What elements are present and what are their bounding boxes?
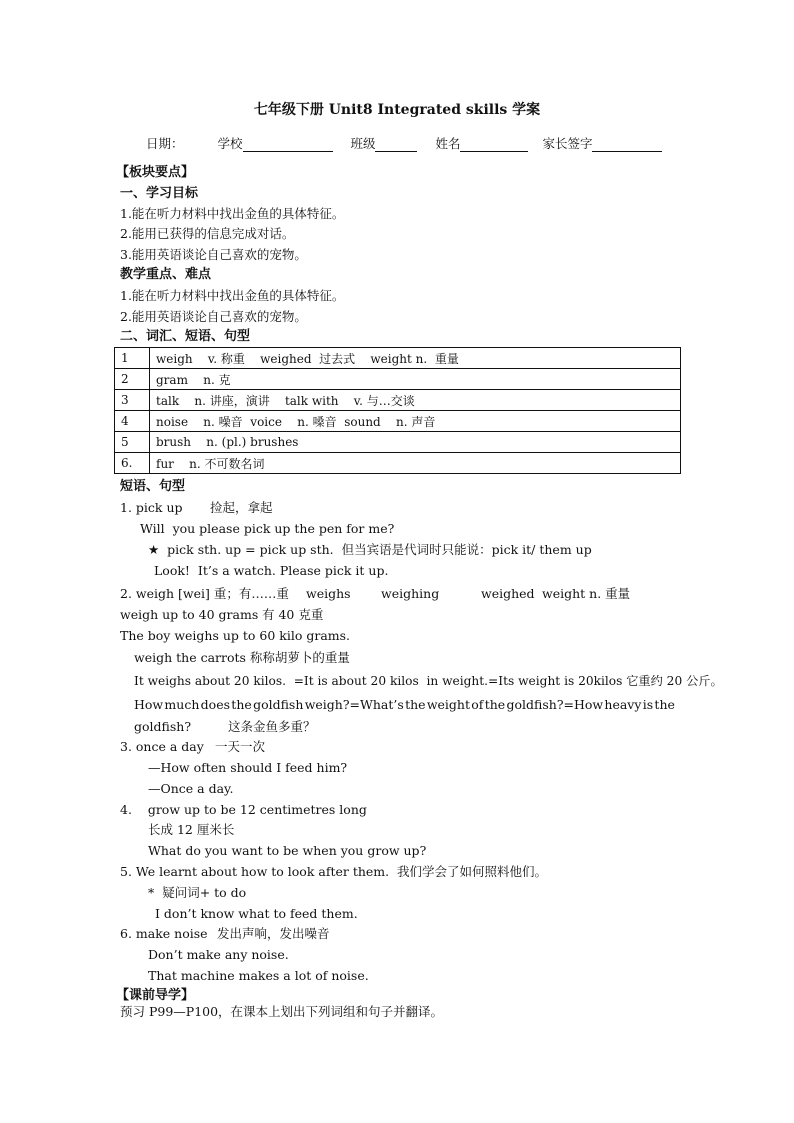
phrase-6-example-1: Don’t make any noise. [148, 947, 289, 962]
phrase-1: 1. pick up [120, 500, 183, 515]
phrase-2-form-1: weighs [306, 586, 351, 601]
phrase-3-cn: 一天一次 [215, 739, 266, 754]
phrase-5-note: * 疑问词+ to do [148, 885, 247, 900]
word: goldfish?=How [506, 697, 604, 712]
phrase-2-line-5: It weighs about 20 kilos. =It is about 20 kilos in weight.=Its weight is 20kilos 它重约 20 公斤。 [134, 674, 723, 688]
vocab-text: noise n. 噪音 voice n. 嗓音 sound n. 声音 [150, 411, 681, 432]
vocab-num: 3 [115, 390, 150, 411]
school-blank [243, 137, 333, 152]
phrase-2-form-2: weighing [381, 586, 440, 601]
page-title: 七年级下册 Unit8 Integrated skills 学案 [253, 102, 541, 118]
vocab-text: gram n. 克 [150, 369, 681, 390]
word: much [164, 697, 200, 712]
preview-text: 预习 P99—P100，在课本上划出下列词组和句子并翻译。 [120, 1004, 444, 1019]
class-blank [375, 137, 417, 152]
name-blank [460, 137, 528, 152]
phrase-6-example-2: That machine makes a lot of noise. [148, 968, 369, 983]
word: heavy [604, 697, 642, 712]
phrase-6-cn: 发出声响，发出噪音 [217, 926, 330, 941]
phrase-2: 2. weigh [wei] 重；有……重 [120, 586, 289, 601]
section-header-preview: 【课前导学】 [116, 988, 195, 1003]
table-row [115, 348, 681, 369]
table-row [115, 390, 681, 411]
school-label: 学校 [217, 136, 243, 151]
name-label: 姓名 [435, 136, 461, 151]
phrase-4: 4. grow up to be 12 centimetres long [120, 802, 367, 817]
phrase-2-form-3: weighed [481, 586, 535, 601]
phrase-4-cn: 长成 12 厘米长 [148, 822, 235, 837]
phrase-1-cn: 捡起，拿起 [210, 500, 273, 515]
word: How [134, 697, 164, 712]
info-line [146, 136, 662, 152]
phrase-1-note: ★ pick sth. up = pick up sth. 但当宾语是代词时只能说：pick it/ them up [148, 542, 592, 557]
word: goldfish [253, 697, 304, 712]
key-item: 2.能用英语谈论自己喜欢的宠物。 [120, 309, 307, 324]
word: weight [426, 697, 470, 712]
vocab-num: 5 [115, 432, 150, 453]
vocab-text: fur n. 不可数名词 [150, 453, 681, 474]
vocab-text: weigh v. 称重 weighed 过去式 weight n. 重量 [150, 348, 681, 369]
goal-item: 2.能用已获得的信息完成对话。 [120, 226, 295, 241]
key-item: 1.能在听力材料中找出金鱼的具体特征。 [120, 288, 345, 303]
goal-item: 3.能用英语谈论自己喜欢的宠物。 [120, 247, 307, 262]
phrase-2-line-3: The boy weighs up to 60 kilo grams. [120, 628, 351, 643]
phrase-2-line-4: weigh the carrots 称称胡萝卜的重量 [134, 650, 350, 665]
vocab-title: 二、词汇、短语、句型 [120, 329, 251, 344]
goals-title: 一、学习目标 [120, 186, 199, 201]
word: the [231, 697, 252, 712]
phrase-2-line-2-cn: 有 40 克重 [262, 607, 324, 622]
vocab-num: 6. [115, 453, 150, 474]
phrase-3: 3. once a day [120, 739, 204, 754]
word: the [654, 697, 675, 712]
phrase-2-form-4: weight n. 重量 [542, 586, 631, 601]
date-label: 日期： [146, 136, 184, 151]
phrase-4-example: What do you want to be when you grow up? [148, 843, 427, 858]
phrase-1-example: Will you please pick up the pen for me? [140, 521, 395, 536]
phrase-5-example: I don’t know what to feed them. [155, 906, 358, 921]
vocab-num: 2 [115, 369, 150, 390]
phrase-2-line-7: goldfish? [134, 719, 192, 734]
phrase-2-line-7-cn: 这条金鱼多重？ [228, 719, 316, 734]
key-points-title: 教学重点、难点 [120, 267, 212, 282]
phrase-2-line-2: weigh up to 40 grams [120, 607, 259, 622]
word: of [471, 697, 484, 712]
table-row [115, 453, 681, 474]
word: the [484, 697, 506, 712]
vocab-text: talk n. 讲座，演讲 talk with v. 与…交谈 [150, 390, 681, 411]
parent-label: 家长签字 [542, 136, 593, 151]
word: is [642, 697, 654, 712]
phrase-6: 6. make noise [120, 926, 208, 941]
table-row [115, 369, 681, 390]
vocab-num: 4 [115, 411, 150, 432]
word: does [200, 697, 231, 712]
word: weigh?=What’s [304, 697, 404, 712]
class-label: 班级 [350, 136, 376, 151]
phrase-3-example-2: —Once a day. [148, 781, 234, 796]
phrase-5: 5. We learnt about how to look after them. 我们学会了如何照料他们。 [120, 864, 548, 879]
table-row [115, 411, 681, 432]
phrase-3-example-1: —How often should I feed him? [148, 760, 348, 775]
word: the [405, 697, 426, 712]
vocab-table [114, 347, 681, 474]
phrase-1-example-2: Look! It’s a watch. Please pick it up. [154, 563, 389, 578]
phrases-title: 短语、句型 [120, 479, 186, 494]
goal-item: 1.能在听力材料中找出金鱼的具体特征。 [120, 206, 345, 221]
phrase-2-line-6 [134, 697, 675, 713]
table-row [115, 432, 681, 453]
vocab-text: brush n. (pl.) brushes [150, 432, 681, 453]
parent-blank [592, 137, 662, 152]
vocab-num: 1 [115, 348, 150, 369]
section-header-key-points: 【板块要点】 [116, 165, 195, 180]
